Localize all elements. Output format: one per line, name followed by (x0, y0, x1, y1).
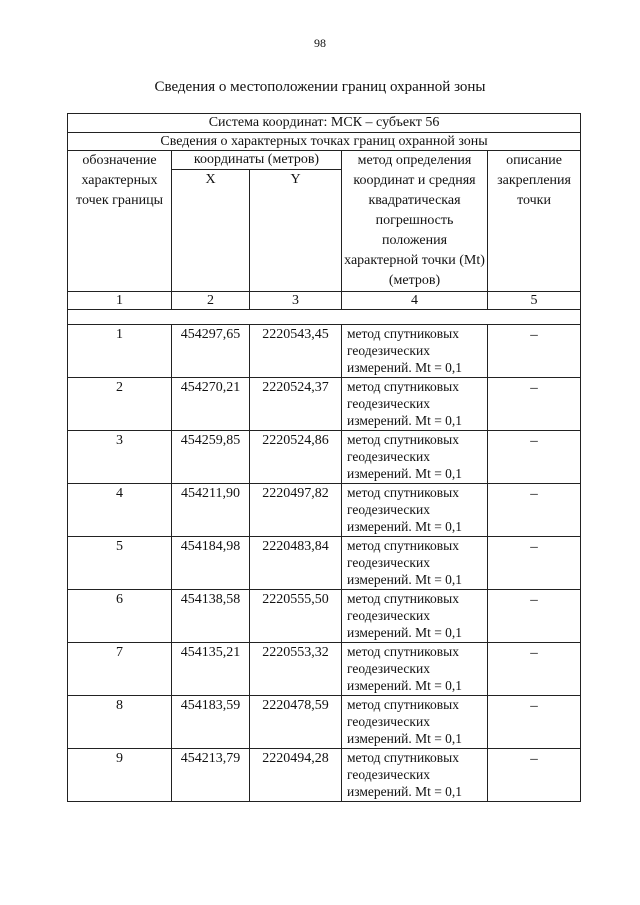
table-row (68, 749, 581, 802)
header-y: Y (250, 170, 342, 292)
table-row (68, 696, 581, 749)
coord-y: 2220553,32 (250, 643, 342, 696)
section-title: Сведения о характерных точках границ охранной зоны (68, 133, 581, 151)
table-row (68, 484, 581, 537)
description-cell: – (488, 643, 581, 696)
method-text: метод спутниковых геодезических измерений. Mt = 0,1 (342, 696, 488, 749)
table-row (68, 431, 581, 484)
coord-y: 2220494,28 (250, 749, 342, 802)
description-cell: – (488, 484, 581, 537)
coord-x: 454184,98 (172, 537, 250, 590)
coord-y: 2220524,86 (250, 431, 342, 484)
point-number: 5 (68, 537, 172, 590)
method-text: метод спутниковых геодезических измерений. Mt = 0,1 (342, 643, 488, 696)
coordinates-table (67, 113, 581, 802)
table-row (68, 590, 581, 643)
coord-y: 2220555,50 (250, 590, 342, 643)
column-number: 5 (488, 292, 581, 310)
coord-y: 2220478,59 (250, 696, 342, 749)
description-cell: – (488, 325, 581, 378)
column-number: 2 (172, 292, 250, 310)
coord-x: 454211,90 (172, 484, 250, 537)
column-number-row (68, 292, 581, 310)
coord-x: 454297,65 (172, 325, 250, 378)
method-text: метод спутниковых геодезических измерений. Mt = 0,1 (342, 537, 488, 590)
point-number: 8 (68, 696, 172, 749)
header-coordinates: координаты (метров) (172, 151, 342, 170)
description-cell: – (488, 378, 581, 431)
coord-y: 2220483,84 (250, 537, 342, 590)
point-number: 7 (68, 643, 172, 696)
spacer-row (68, 310, 581, 325)
description-cell: – (488, 537, 581, 590)
page-number: 98 (314, 36, 326, 50)
coord-x: 454270,21 (172, 378, 250, 431)
point-number: 2 (68, 378, 172, 431)
table-row (68, 378, 581, 431)
method-text: метод спутниковых геодезических измерений. Mt = 0,1 (342, 378, 488, 431)
header-designation: обозначение характерных точек границы (68, 151, 172, 292)
coord-x: 454183,59 (172, 696, 250, 749)
header-method: метод определения координат и средняя квадратическая погрешность положения характерной точки (Mt) (метров) (342, 151, 488, 292)
header-x: X (172, 170, 250, 292)
coordinate-system-title: Система координат: МСК – субъект 56 (68, 114, 581, 133)
table-row (68, 325, 581, 378)
description-cell: – (488, 431, 581, 484)
point-number: 3 (68, 431, 172, 484)
description-cell: – (488, 590, 581, 643)
method-text: метод спутниковых геодезических измерений. Mt = 0,1 (342, 484, 488, 537)
method-text: метод спутниковых геодезических измерений. Mt = 0,1 (342, 325, 488, 378)
point-number: 6 (68, 590, 172, 643)
column-number: 3 (250, 292, 342, 310)
table-row (68, 643, 581, 696)
coord-y: 2220524,37 (250, 378, 342, 431)
coord-y: 2220543,45 (250, 325, 342, 378)
method-text: метод спутниковых геодезических измерений. Mt = 0,1 (342, 431, 488, 484)
column-number: 4 (342, 292, 488, 310)
point-number: 9 (68, 749, 172, 802)
column-number: 1 (68, 292, 172, 310)
table-row (68, 537, 581, 590)
empty-cell (68, 310, 581, 325)
header-description: описание закрепления точки (488, 151, 581, 292)
coord-y: 2220497,82 (250, 484, 342, 537)
coord-x: 454138,58 (172, 590, 250, 643)
point-number: 1 (68, 325, 172, 378)
method-text: метод спутниковых геодезических измерений. Mt = 0,1 (342, 749, 488, 802)
coord-x: 454135,21 (172, 643, 250, 696)
point-number: 4 (68, 484, 172, 537)
coord-x: 454213,79 (172, 749, 250, 802)
coord-x: 454259,85 (172, 431, 250, 484)
method-text: метод спутниковых геодезических измерений. Mt = 0,1 (342, 590, 488, 643)
description-cell: – (488, 696, 581, 749)
description-cell: – (488, 749, 581, 802)
document-title: Сведения о местоположении границ охранной зоны (154, 79, 486, 95)
